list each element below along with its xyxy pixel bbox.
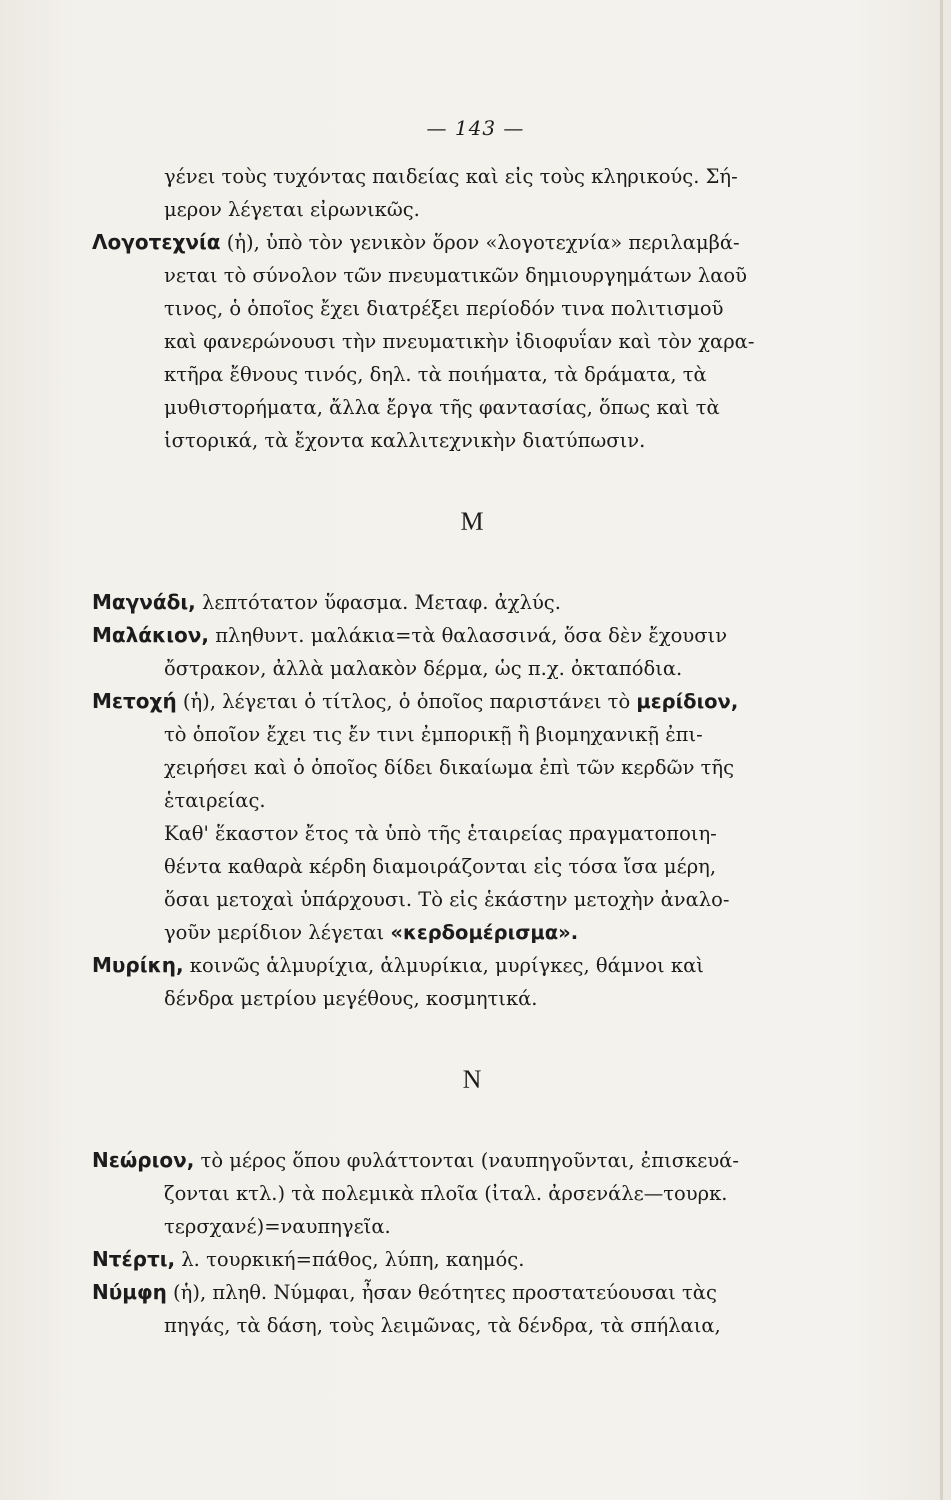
headword: Μυρίκη, bbox=[92, 953, 184, 977]
page-edge bbox=[940, 0, 943, 1500]
text-line: δένδρα μετρίου μεγέθους, κοσμητικά. bbox=[164, 987, 538, 1010]
text-line: μυθιστορήματα, ἄλλα ἔργα τῆς φαντασίας, ὅπως καὶ τὰ bbox=[164, 396, 720, 419]
entry-text: πληθυντ. μαλάκια=τὰ θαλασσινά, ὅσα δὲν ἔχουσιν bbox=[209, 624, 728, 647]
headword: Μετοχή bbox=[92, 689, 177, 713]
text-line: ζονται κτλ.) τὰ πολεμικὰ πλοῖα (ἰταλ. ἀρσενάλε—τουρκ. bbox=[164, 1182, 728, 1205]
text-line: τερσχανέ)=ναυπηγεῖα. bbox=[164, 1215, 391, 1238]
text-line bbox=[92, 619, 852, 652]
entry-neorion bbox=[92, 1144, 852, 1243]
headword: Ντέρτι, bbox=[92, 1247, 176, 1271]
entry-text: γοῦν μερίδιον λέγεται bbox=[164, 921, 391, 944]
entry-text: (ἡ), λέγεται ὁ τίτλος, ὁ ὁποῖος παριστάνει τὸ bbox=[176, 690, 637, 713]
text-line: γένει τοὺς τυχόντας παιδείας καὶ εἰς τοὺς κληρικούς. Σή- bbox=[164, 165, 738, 188]
text-line: ἱστορικά, τὰ ἔχοντα καλλιτεχνικὴν διατύπωσιν. bbox=[164, 429, 646, 452]
text-line: Καθ' ἕκαστον ἔτος τὰ ὑπὸ τῆς ἑταιρείας πραγματοποιη- bbox=[164, 822, 717, 845]
text-line bbox=[92, 1276, 852, 1309]
headword: Νεώριον, bbox=[92, 1148, 195, 1172]
text-line: ὄστρακον, ἀλλὰ μαλακὸν δέρμα, ὡς π.χ. ὀκταπόδια. bbox=[164, 657, 683, 680]
text-line bbox=[92, 1243, 852, 1276]
entry-nterti bbox=[92, 1243, 852, 1276]
entry-logotexnia bbox=[92, 226, 852, 457]
entry-magnadi bbox=[92, 586, 852, 619]
entry-text: τὸ μέρος ὅπου φυλάττονται (ναυπηγοῦνται, ἐπισκευά- bbox=[194, 1149, 739, 1172]
text-line: πηγάς, τὰ δάση, τοὺς λειμῶνας, τὰ δένδρα, τὰ σπήλαια, bbox=[164, 1314, 721, 1337]
entry-text: (ἡ), ὑπὸ τὸν γενικὸν ὅρον «λογοτεχνία» περιλαμβά- bbox=[220, 231, 740, 254]
dictionary-text bbox=[92, 160, 852, 1342]
entry-text: κοινῶς ἁλμυρίχια, ἁλμυρίκια, μυρίγκες, θάμνοι καὶ bbox=[183, 954, 704, 977]
page-number: — 143 — bbox=[426, 116, 525, 140]
section-letter-n: Ν bbox=[462, 1065, 482, 1094]
text-line: ἑταιρείας. bbox=[164, 789, 266, 812]
text-line: μερον λέγεται εἰρωνικῶς. bbox=[164, 198, 420, 221]
text-line: ὅσαι μετοχαὶ ὑπάρχουσι. Τὸ εἰς ἑκάστην μετοχὴν ἀναλο- bbox=[164, 888, 730, 911]
entry-text: λεπτότατον ὕφασμα. Μεταφ. ἀχλύς. bbox=[195, 591, 561, 614]
section-letter-m: Μ bbox=[460, 507, 484, 536]
text-line: τινος, ὁ ὁποῖος ἔχει διατρέξει περίοδόν τινα πολιτισμοῦ bbox=[164, 297, 724, 320]
entry-text: (ἡ), πληθ. Νύμφαι, ἦσαν θεότητες προστατεύουσαι τὰς bbox=[166, 1281, 717, 1304]
entry-text: λ. τουρκική=πάθος, λύπη, καημός. bbox=[175, 1248, 525, 1271]
text-line bbox=[92, 685, 852, 718]
entry-nymfi bbox=[92, 1276, 852, 1342]
text-line bbox=[92, 1144, 852, 1177]
entry-malakion bbox=[92, 619, 852, 685]
text-line: κτῆρα ἔθνους τινός, δηλ. τὰ ποιήματα, τὰ δράματα, τὰ bbox=[164, 363, 707, 386]
emphasis-term: μερίδιον, bbox=[636, 690, 739, 713]
text-line bbox=[92, 949, 852, 982]
emphasis-term: «κερδομέρισμα». bbox=[390, 921, 579, 944]
text-line: χειρήσει καὶ ὁ ὁποῖος δίδει δικαίωμα ἐπὶ τῶν κερδῶν τῆς bbox=[164, 756, 735, 779]
headword: Μαλάκιον, bbox=[92, 623, 210, 647]
entry-metoxi bbox=[92, 685, 852, 949]
text-line: τὸ ὁποῖον ἔχει τις ἔν τινι ἐμπορικῇ ἢ βιομηχανικῇ ἐπι- bbox=[164, 723, 703, 746]
text-line bbox=[92, 586, 852, 619]
text-line: νεται τὸ σύνολον τῶν πνευματικῶν δημιουργημάτων λαοῦ bbox=[164, 264, 748, 287]
headword: Μαγνάδι, bbox=[92, 590, 196, 614]
text-line bbox=[92, 916, 852, 949]
entry-continuation bbox=[92, 160, 852, 226]
text-line bbox=[92, 226, 852, 259]
text-line: θέντα καθαρὰ κέρδη διαμοιράζονται εἰς τόσα ἴσα μέρη, bbox=[164, 855, 717, 878]
entry-myriki bbox=[92, 949, 852, 1015]
text-line: καὶ φανερώνουσι τὴν πνευματικὴν ἰδιοφυΐαν καὶ τὸν χαρα- bbox=[164, 330, 755, 353]
headword: Νύμφη bbox=[92, 1280, 167, 1304]
headword: Λογοτεχνία bbox=[92, 230, 221, 254]
